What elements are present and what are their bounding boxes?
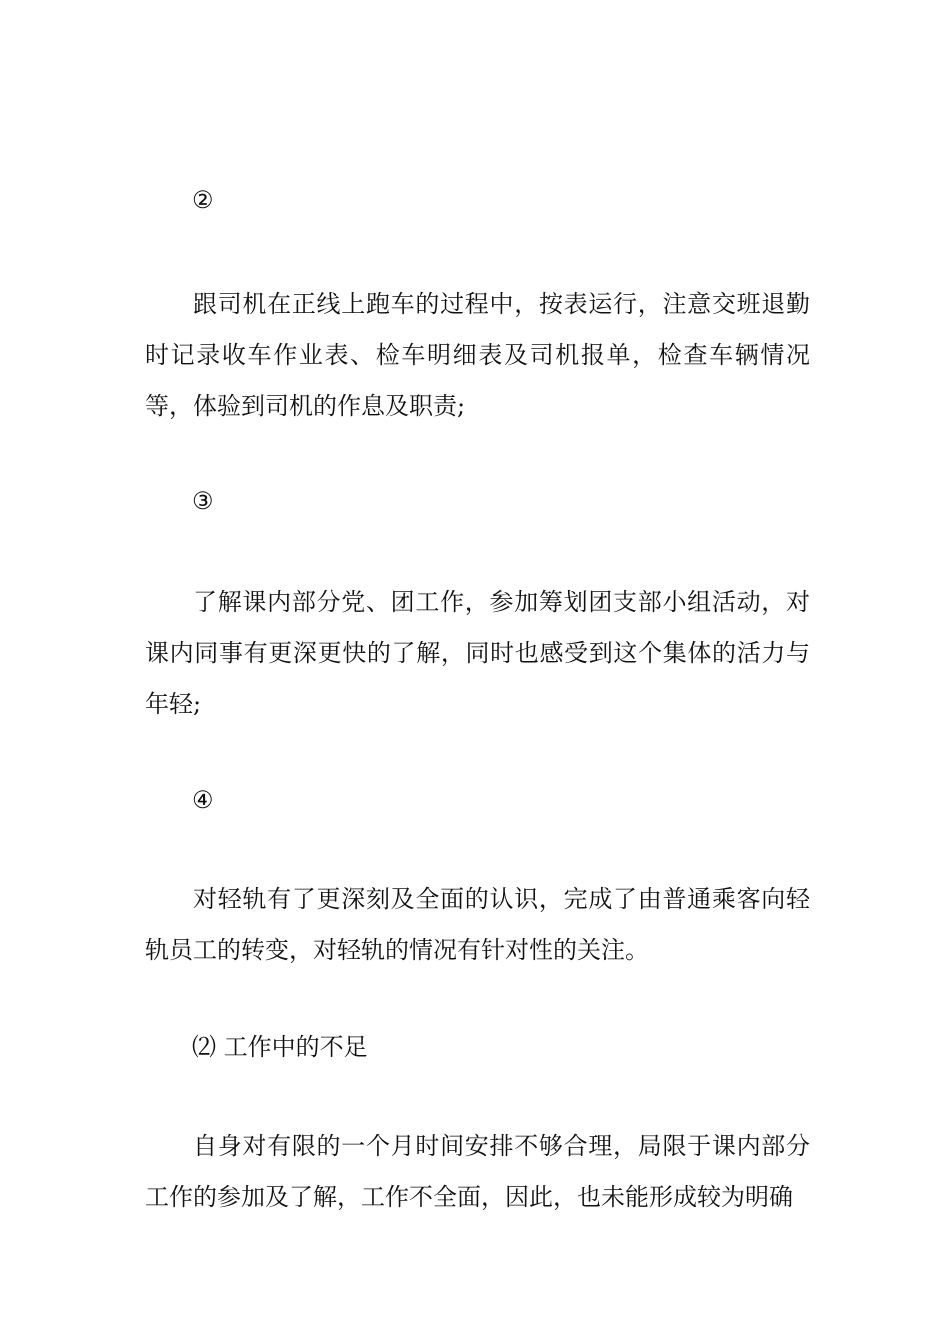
item-text-4: 对轻轨有了更深刻及全面的认识，完成了由普通乘客向轻轨员工的转变，对轻轨的情况有针对性的关注。 [145,885,810,964]
item-marker-4: ④ [192,786,214,814]
item-text-2: 跟司机在正线上跑车的过程中，按表运行，注意交班退勤时记录收车作业表、检车明细表及司机报单，检查车辆情况等，体验到司机的作息及职责; [145,290,810,420]
item-marker-2: ② [192,186,214,214]
item-text-3: 了解课内部分党、团工作，参加筹划团支部小组活动，对课内同事有更深更快的了解，同时也感受到这个集体的活力与年轻; [145,588,810,718]
section-heading: ⑵ 工作中的不足 [192,1033,368,1061]
item-marker-3: ③ [192,487,214,515]
section-text: 自身对有限的一个月时间安排不够合理，局限于课内部分工作的参加及了解，工作不全面，因此，也未能形成较为明确 [145,1132,810,1211]
